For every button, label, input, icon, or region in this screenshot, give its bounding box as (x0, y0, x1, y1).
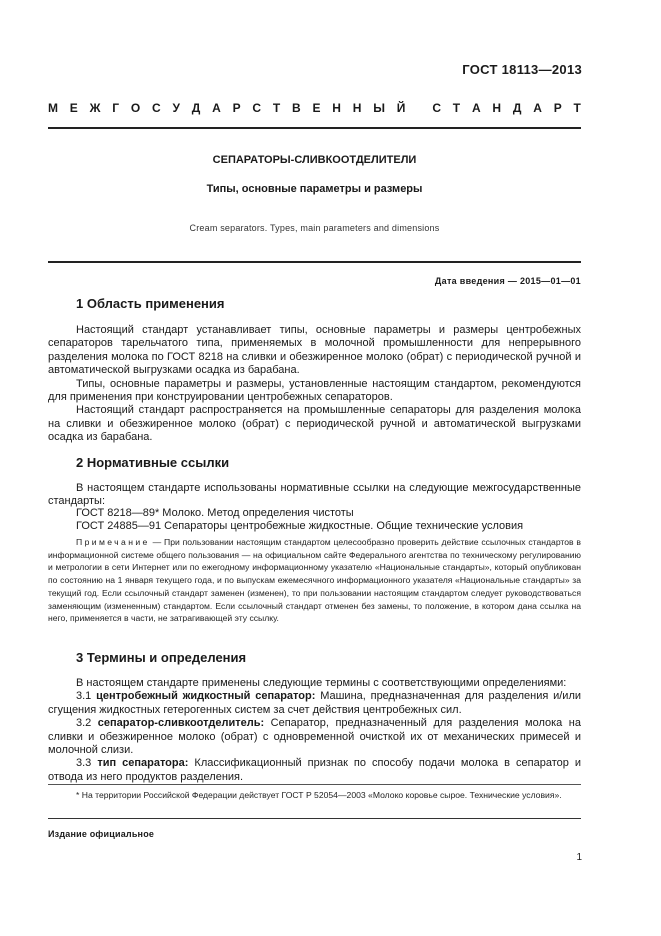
heading-letter: Е (69, 101, 78, 115)
term-definition (48, 717, 581, 757)
term-number: 3.2 (76, 717, 92, 730)
document-title: СЕПАРАТОРЫ-СЛИВКООТДЕЛИТЕЛИ (212, 154, 417, 166)
heading-letter: А (471, 101, 481, 115)
title-rule (48, 261, 581, 263)
section-3-body (48, 677, 581, 784)
heading-letter: Н (332, 101, 341, 115)
term-definition (48, 757, 581, 784)
term-name: центробежный жидкостный сепаратор: (96, 690, 316, 703)
reference-item: ГОСТ 24885—91 Сепараторы центробежные жидкостные. Общие технические условия (76, 520, 524, 533)
term-text: Машина, предназначенная для разделения и/или сгущения жидкостных гетерогенных систем за счет действия центробежных сил. (48, 690, 582, 716)
heading-letter: Н (492, 101, 502, 115)
heading-letter: Г (112, 101, 120, 115)
official-edition-label: Издание официальное (48, 829, 155, 839)
section-1-paragraph: Типы, основные параметры и размеры, установленные настоящим стандартом, рекомендуются для применения при конструировании центробежных сепараторов. (48, 377, 581, 404)
heading-letter: У (172, 101, 180, 115)
section-2-note (48, 536, 581, 625)
footnote (48, 789, 581, 802)
section-1-paragraph: Настоящий стандарт устанавливает типы, основные параметры и размеры центробежных сепараторов тарельчатого типа, применяемых в молочной промышленности для непрерывного разделения молока по ГОСТ 8218 на сливки и обезжиренное молоко (обрат) с периодической ручной и автоматической выгрузками осадка из барабана. (48, 324, 581, 377)
note-text: — При пользовании настоящим стандартом целесообразно проверить действие ссылочных стандартов в информационной системе общего пользования — на официальном сайте Федерального агентства по техническому регулированию и метрологии в сети Интернет или по ежегодному информационному указателю «Национальные стандарты», который опубликован по состоянию на 1 января текущего года, и по выпускам ежемесячного информационного указателя «Национальные стандарты» за текущий год. Если ссылочный стандарт заменен (изменен), то при пользовании настоящим стандартом следует руководствоваться заменяющим (измененным) стандартом. Если ссылочный стандарт отменен без замены, то положение, в котором дана ссылка на него, применяется в части, не затрагивающей эту ссылку. (48, 537, 581, 624)
section-1-paragraph: Настоящий стандарт распространяется на промышленные сепараторы для разделения молока на сливки и обезжиренное молоко (обрат) с периодической ручной и автоматической выгрузками осадка из барабана. (48, 404, 581, 444)
standard-type-heading (48, 101, 581, 115)
heading-letter: М (48, 101, 58, 115)
heading-letter: Е (312, 101, 321, 115)
section-2-intro (48, 482, 581, 509)
reference-item: ГОСТ 8218—89* Молоко. Метод определения чистоты (76, 507, 354, 519)
heading-letter: Н (352, 101, 362, 115)
term-text: Классификационный признак по способу подачи молока в сепаратор и отвода из него продуктов разделения. (48, 757, 581, 783)
heading-letter: О (130, 101, 141, 115)
heading-letter: Й (396, 101, 406, 115)
document-subtitle: Типы, основные параметры и размеры (206, 183, 423, 195)
section-2-paragraph: В настоящем стандарте использованы нормативные ссылки на следующие межгосударственные стандарты: (48, 482, 581, 508)
term-number: 3.3 (76, 757, 92, 770)
english-title: Cream separators. Types, main parameters and dimensions (189, 223, 440, 233)
header-rule (48, 127, 581, 129)
term-name: сепаратор-сливкоотделитель: (97, 717, 265, 730)
heading-letter: Р (232, 101, 241, 115)
heading-letter: С (152, 101, 161, 115)
gost-number: ГОСТ 18113—2013 (462, 62, 582, 77)
heading-letter: Ы (373, 101, 385, 115)
heading-letter: Д (191, 101, 201, 115)
heading-letter: В (292, 101, 301, 115)
note-label: Примечание (76, 537, 150, 547)
introduction-date: Дата введения — 2015—01—01 (434, 276, 581, 286)
heading-letter: Т (272, 101, 281, 115)
heading-letter: С (252, 101, 262, 115)
heading-letter: Д (512, 101, 522, 115)
heading-letter: Р (553, 101, 562, 115)
footer-rule (48, 818, 581, 819)
section-1-heading: 1 Область применения (76, 296, 225, 311)
page-number: 1 (576, 852, 582, 863)
heading-letter: Ж (89, 101, 101, 115)
section-3-paragraph: В настоящем стандарте применены следующие термины с соответствующими определениями: (76, 677, 567, 689)
term-definition (48, 690, 581, 717)
section-1-body (48, 324, 581, 445)
heading-letter: Т (452, 101, 461, 115)
section-3-heading: 3 Термины и определения (76, 650, 247, 665)
heading-letter: А (212, 101, 221, 115)
heading-letter (417, 101, 420, 115)
normative-references (76, 507, 523, 534)
footnote-rule (48, 784, 581, 785)
section-2-heading: 2 Нормативные ссылки (76, 455, 230, 470)
footnote-text: * На территории Российской Федерации действует ГОСТ Р 52054—2003 «Молоко коровье сырое. Технические условия». (76, 790, 562, 800)
term-number: 3.1 (76, 690, 92, 703)
heading-letter: Т (573, 101, 581, 115)
heading-letter: С (432, 101, 441, 115)
term-text: Сепаратор, предназначенный для разделения молока на сливки и обезжиренное молоко (обрат) с одновременной очисткой их от механических примесей и молочной слизи. (48, 717, 581, 757)
term-name: тип сепаратора: (97, 757, 189, 770)
heading-letter: А (533, 101, 542, 115)
